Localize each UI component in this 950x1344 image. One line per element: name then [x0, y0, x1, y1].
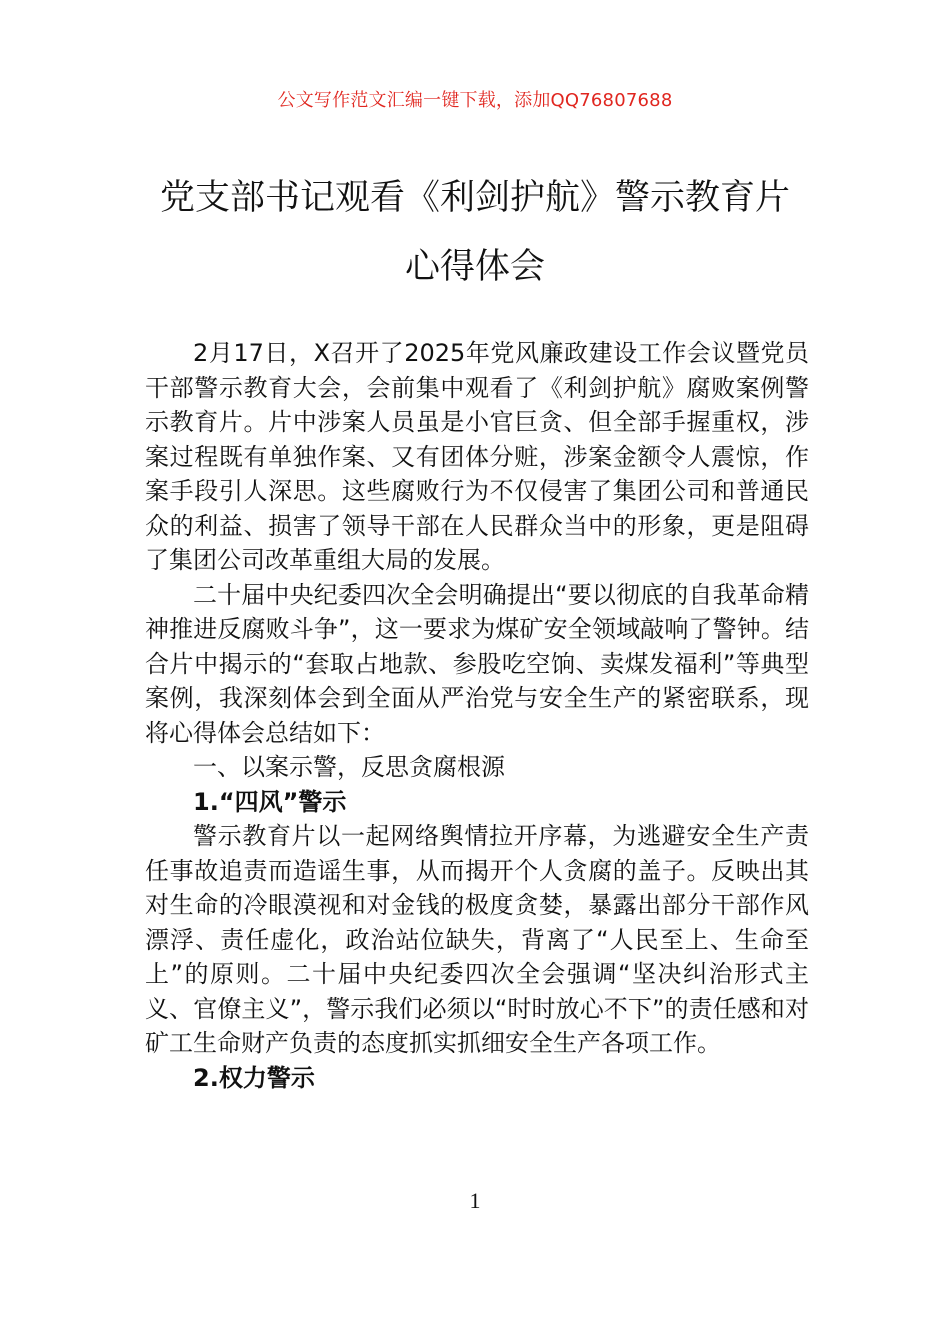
document-title-line-1: 党支部书记观看《利剑护航》警示教育片 — [159, 178, 790, 218]
document-title-line-2: 心得体会 — [404, 247, 545, 287]
subsection-heading-2: 2.权力警示 — [193, 1063, 315, 1092]
page-number: 1 — [469, 1188, 481, 1213]
subsection-heading-1: 1.“四风”警示 — [193, 787, 347, 816]
section-heading-1: 一、以案示警，反思贪腐根源 — [193, 753, 505, 781]
paragraph-context: 二十届中央纪委四次全会明确提出“要以彻底的自我革命精神推进反腐败斗争”，这一要求为煤矿安全领域敲响了警钟。结合片中揭示的“套取占地款、参股吃空饷、卖煤发福利”等典型案例，我深刻体会到全面从严治党与安全生产的紧密联系，现将心得体会总结如下： — [145, 580, 809, 747]
paragraph-intro: 2月17日，X召开了2025年党风廉政建设工作会议暨党员干部警示教育大会，会前集中观看了《利剑护航》腐败案例警示教育片。片中涉案人员虽是小官巨贪、但全部手握重权，涉案过程既有单独作案、又有团体分赃，涉案金额令人震惊，作案手段引人深思。这些腐败行为不仅侵害了集团公司和普通民众的利益、损害了领导干部在人民群众当中的形象，更是阻碍了集团公司改革重组大局的发展。 — [145, 339, 809, 574]
download-notice: 公文写作范文汇编一键下载，添加QQ76807688 — [277, 90, 673, 111]
paragraph-four-winds: 警示教育片以一起网络舆情拉开序幕，为逃避安全生产责任事故追责而造谣生事，从而揭开个人贪腐的盖子。反映出其对生命的冷眼漠视和对金钱的极度贪婪，暴露出部分干部作风漂浮、责任虚化，政治站位缺失，背离了“人民至上、生命至上”的原则。二十届中央纪委四次全会强调“坚决纠治形式主义、官僚主义”，警示我们必须以“时时放心不下”的责任感和对矿工生命财产负责的态度抓实抓细安全生产各项工作。 — [145, 822, 809, 1057]
document-body — [145, 336, 809, 1095]
